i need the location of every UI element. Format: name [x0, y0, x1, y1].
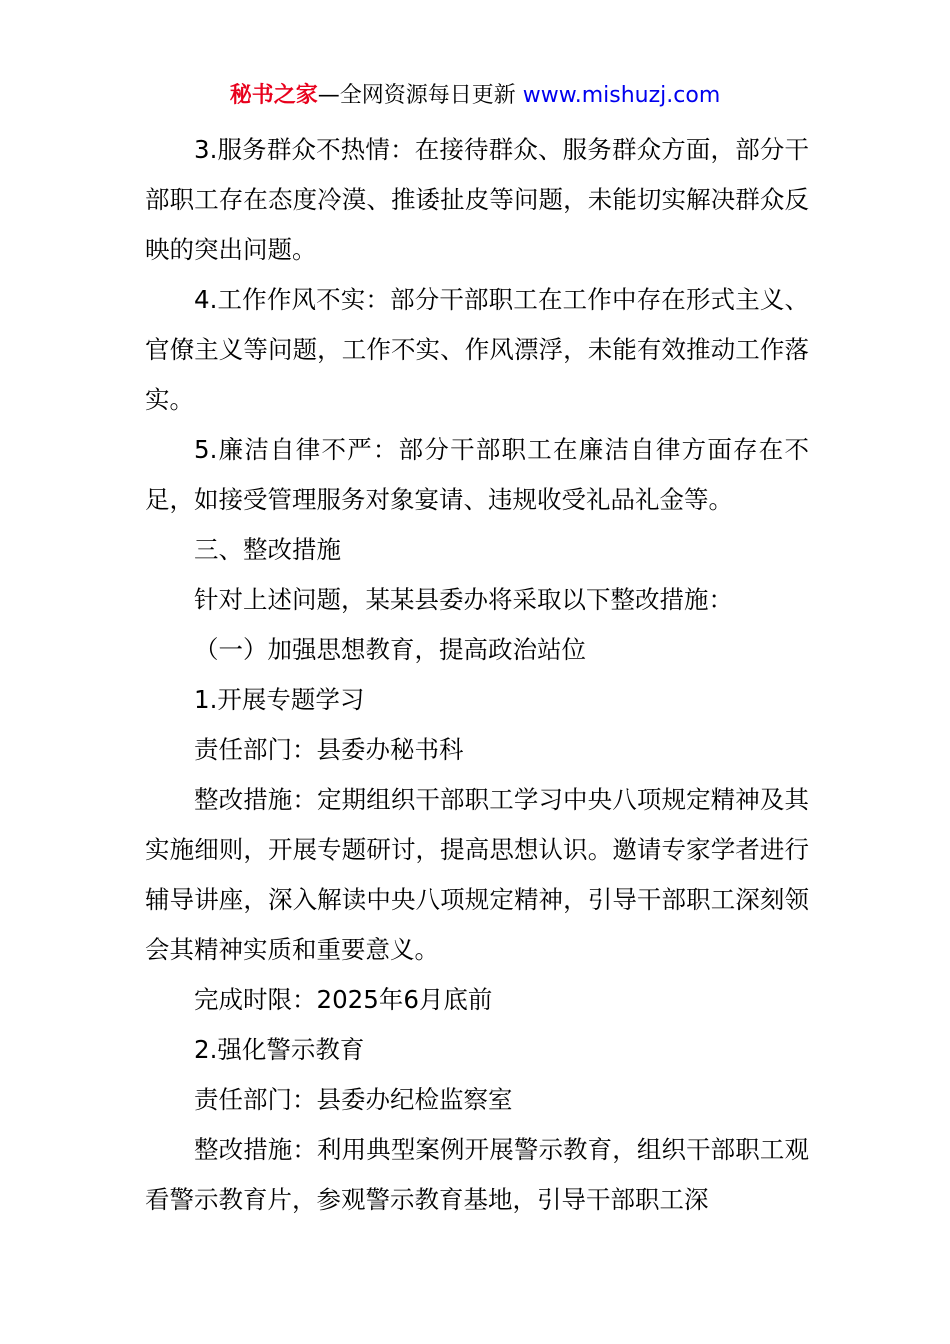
site-tagline: —全网资源每日更新 — [317, 83, 523, 108]
item-measure-2: 整改措施：利用典型案例开展警示教育，组织干部职工观看警示教育片，参观警示教育基地，引导干部职工深 — [145, 1135, 809, 1214]
section-heading: 三、整改措施 — [194, 535, 341, 564]
paragraph-problem-4: 4.工作作风不实：部分干部职工在工作中存在形式主义、官僚主义等问题，工作不实、作风漂浮，未能有效推动工作落实。 — [145, 285, 809, 414]
document-body — [145, 125, 809, 1225]
item-dept-1: 责任部门：县委办秘书科 — [194, 735, 464, 764]
site-header — [0, 80, 950, 112]
site-brand: 秘书之家 — [229, 83, 318, 108]
paragraph-problem-3: 3.服务群众不热情：在接待群众、服务群众方面，部分干部职工存在态度冷漠、推诿扯皮等问题，未能切实解决群众反映的突出问题。 — [145, 135, 809, 264]
paragraph-intro: 针对上述问题，某某县委办将采取以下整改措施： — [194, 585, 733, 614]
item-deadline-1: 完成时限：2025年6月底前 — [194, 985, 493, 1014]
paragraph-problem-5: 5.廉洁自律不严：部分干部职工在廉洁自律方面存在不足，如接受管理服务对象宴请、违规收受礼品礼金等。 — [145, 435, 809, 514]
item-title-2: 2.强化警示教育 — [194, 1035, 365, 1064]
site-url-link[interactable]: www.mishuzj.com — [522, 83, 721, 108]
item-dept-2: 责任部门：县委办纪检监察室 — [194, 1085, 513, 1114]
subsection-heading: （一）加强思想教育，提高政治站位 — [194, 635, 586, 664]
item-title-1: 1.开展专题学习 — [194, 685, 365, 714]
item-measure-1: 整改措施：定期组织干部职工学习中央八项规定精神及其实施细则，开展专题研讨，提高思想认识。邀请专家学者进行辅导讲座，深入解读中央八项规定精神，引导干部职工深刻领会其精神实质和重要意义。 — [145, 785, 809, 964]
